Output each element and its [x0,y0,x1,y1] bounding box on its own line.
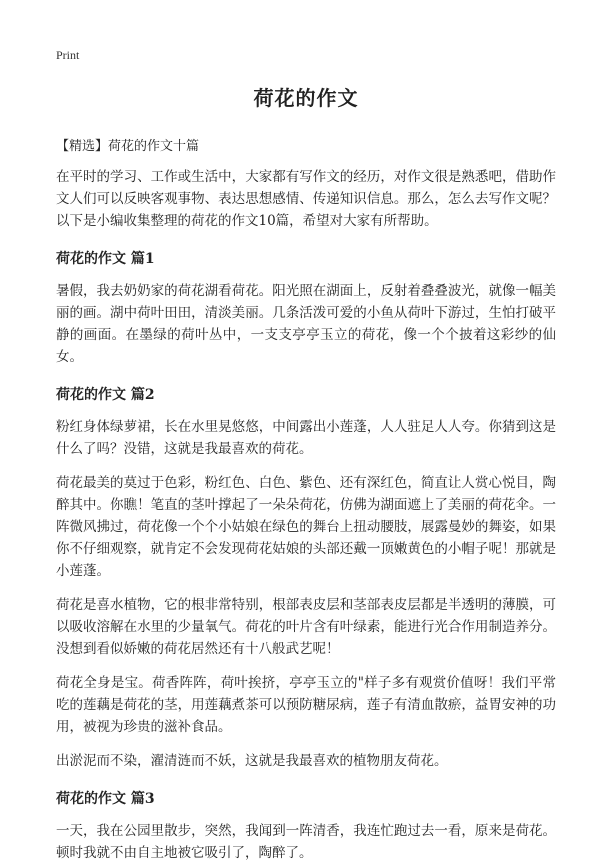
section-3-paragraph-1: 一天，我在公园里散步，突然，我闻到一阵清香，我连忙跑过去一看，原来是荷花。顿时我就不由自主地被它吸引了，陶醉了。 [56,823,556,861]
print-link[interactable]: Print [56,48,80,62]
section-2-paragraph-5: 出淤泥而不染，濯清涟而不妖，这就是我最喜欢的植物朋友荷花。 [56,753,448,769]
section-2-paragraph-1: 粉红身体绿萝裙，长在水里晃悠悠，中间露出小莲蓬，人人驻足人人夸。你猜到这是什么了吗？没错，这就是我最喜欢的荷花。 [56,419,556,457]
section-2-paragraph-2: 荷花最美的莫过于色彩，粉红色、白色、紫色、还有深红色，简直让人赏心悦目，陶醉其中。你瞧！笔直的茎叶撑起了一朵朵荷花，仿佛为湖面遮上了美丽的荷花伞。一阵微风拂过，荷花像一个个小姑娘在绿色的舞台上扭动腰肢，展露曼妙的舞姿，如果你不仔细观察，就肯定不会发现荷花姑娘的头部还戴一顶嫩黄色的小帽子呢！那就是小莲蓬。 [56,475,556,579]
section-heading-2: 荷花的作文 篇2 [56,387,155,403]
section-2-paragraph-3: 荷花是喜水植物，它的根非常特别，根部表皮层和茎部表皮层都是半透明的薄膜，可以吸收溶解在水里的少量氧气。荷花的叶片含有叶绿素，能进行光合作用制造养分。没想到看似娇嫩的荷花居然还有十八般武艺呢！ [56,597,556,657]
section-1-paragraph-1: 暑假，我去奶奶家的荷花湖看荷花。阳光照在湖面上，反射着叠叠波光，就像一幅美丽的画。湖中荷叶田田，清淡美丽。几条活泼可爱的小鱼从荷叶下游过，生怕打破平静的画面。在墨绿的荷叶丛中，一支支亭亭玉立的荷花，像一个个披着这彩纱的仙女。 [56,283,556,365]
section-heading-1: 荷花的作文 篇1 [56,251,155,267]
intro-paragraph: 在平时的学习、工作或生活中，大家都有写作文的经历，对作文很是熟悉吧，借助作文人们可以反映客观事物、表达思想感情、传递知识信息。那么，怎么去写作文呢？以下是小编收集整理的荷花的作文10篇，希望对大家有所帮助。 [56,169,556,229]
section-2-paragraph-4: 荷花全身是宝。荷香阵阵，荷叶挨挤，亭亭玉立的"样子多有观赏价值呀！我们平常吃的莲藕是荷花的茎，用莲藕煮茶可以预防糖尿病，莲子有清血散瘀，益胃安神的功用，被视为珍贵的滋补食品。 [56,675,556,735]
page-title: 荷花的作文 [253,86,359,110]
section-heading-3: 荷花的作文 篇3 [56,791,155,807]
document-subtitle: 【精选】荷花的作文十篇 [56,139,200,154]
